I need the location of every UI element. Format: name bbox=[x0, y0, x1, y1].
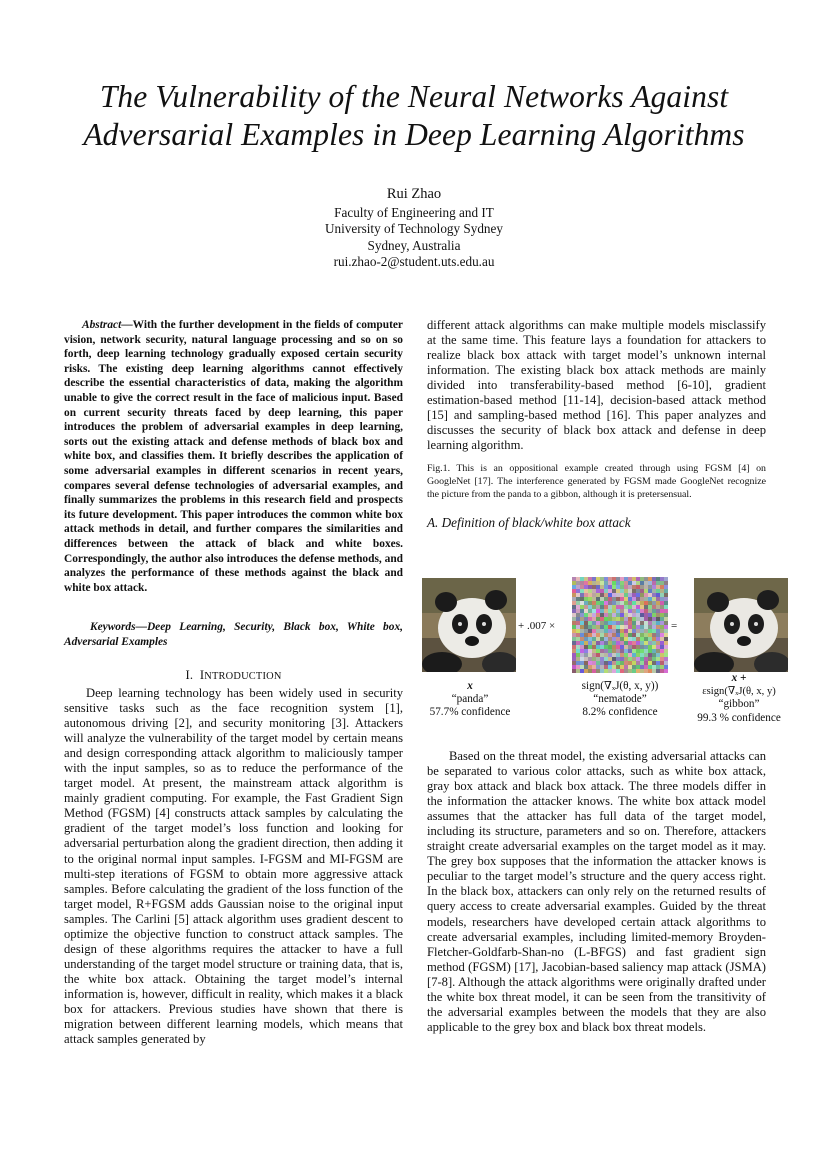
author-email: rui.zhao-2@student.uts.edu.au bbox=[333, 253, 495, 269]
panel-1-math: x bbox=[467, 680, 473, 692]
section-heading bbox=[64, 668, 403, 683]
abstract-body: With the further development in the fields of computer vision, network security, natural language processing and so on so forth, deep learning technology gradually exposed certain security risks. The existing deep learning algorithms cannot effectively describe the essential characteristics of data, making the algorithm unable to give the correct result in the face of malicious input. Based on current security threats faced by deep learning, this paper introduces the problem of adversarial examples in deep learning, sorts out the existing attack and defense methods of black box and white box, and classifies them. It briefly describes the application of some adversarial examples in different scenarios in recent years, compares several defense technologies of adversarial examples, and finally summarizes the problems in this research field and prospects its future development. This paper introduces the common white box attack methods in detail, and further compares the similarities and differences between the attack of black and white boxes. Correspondingly, the author also introduces the defense methods, and analyzes the performance of these methods against the black and white box attack. bbox=[64, 319, 403, 594]
abstract-dash: — bbox=[121, 319, 133, 331]
right-bottom-paragraph: Based on the threat model, the existing adversarial attacks can be separated to various color attacks, such as white box attack, gray box attack and black box attack. The three models differ in the information the attacker knows. The white box attack model assumes that the attacker has full data of the target model, including its structure, parameters and so on. Therefore, attackers straight create adversarial examples on the target model as it may. The grey box supposes that the information the attacker knows is peculiar to the target model’s structure and the query access right. In the black box, attackers can only rely on the returned results of query access to create adversarial examples. Guided by the threat models, researchers have developed certain attack algorithms to create adversarial examples, including limited-memory Broyden-Fletcher-Goldfarb-Shan-no (L-BFGS) and fast gradient sign method (FGSM) [17], Jacobian-based saliency map attack (JSMA) [7-8]. Although the attack algorithms were originally drafted under the white box threat model, it can be seen from the transitivity of the adversarial examples between the models that they are also applicable to the grey box and black box threat models. bbox=[427, 749, 766, 1034]
plus-operator: + .007 × bbox=[518, 620, 556, 632]
panel-1-class: “panda” bbox=[451, 693, 489, 706]
panda-image-adversarial bbox=[694, 578, 788, 672]
panel-2-class: “nematode” bbox=[593, 693, 647, 706]
panel-3-class: “gibbon” bbox=[718, 698, 760, 711]
panel-3-confidence: 99.3 % confidence bbox=[697, 711, 781, 724]
figure-caption: Fig.1. This is an oppositional example created through using FGSM [4] on GoogleNet [17]. The interference generated by FGSM made GoogleNet recognize the picture from the panda to a gibbon, although it is pretersensual. bbox=[427, 463, 766, 500]
abstract bbox=[64, 318, 403, 595]
subsection-title: A. Definition of black/white box attack bbox=[427, 515, 631, 530]
intro-paragraph: Deep learning technology has been widely used in security sensitive tasks such as the face recognition system [1], autonomous driving [2], and security monitoring [3]. Attackers will analyze the vulnerability of the target model by certain means and design corresponding attack algorithm to maliciously tamper with the input samples, so as to reduce the performance of the target model. At present, the mainstream attack algorithm is mainly gradient computing. For example, the Fast Gradient Sign Method (FGSM) [4] constructs attack samples by calculating the gradient of the target model’s loss function and looking for adversarial perturbation along the gradient direction, then adding it to the original normal input samples. I-FGSM and MI-FGSM are multi-step iterations of FGSM to obtain more aggressive attack samples. Before calculating the gradient of the loss function of the target model, R+FGSM adds Gaussian noise to the original input samples. The Carlini [5] attack algorithm uses gradient descent to optimize the objective function to construct attack samples. The design of these algorithms requires the attacker to have a full understanding of the target model structure or training data, that is, the white box attack. Obtaining the target model’s internal information is, however, difficult in reality, which makes it a black box for attackers. Previous studies have shown that there is migration between different learning models, which means that attack samples generated by bbox=[64, 686, 403, 1047]
panel-1-confidence: 57.7% confidence bbox=[429, 706, 511, 719]
panel-3-math-2: εsign(∇ₓJ(θ, x, y) bbox=[702, 686, 776, 698]
keywords: Keywords—Deep Learning, Security, Black box, White box, Adversarial Examples bbox=[64, 621, 403, 648]
panda-image bbox=[422, 578, 516, 672]
abstract-lead: Abstract bbox=[82, 319, 122, 331]
equals-operator: = bbox=[671, 620, 678, 632]
panel-3-labels bbox=[688, 672, 790, 725]
section-number: I. bbox=[185, 668, 194, 682]
title-line-2: Adversarial Examples in Deep Learning Algorithms bbox=[83, 117, 745, 152]
paper-title bbox=[20, 78, 808, 154]
section-title-rest: NTRODUCTION bbox=[204, 671, 282, 682]
panel-3-math-1: x + bbox=[731, 672, 747, 684]
noise-image bbox=[572, 577, 668, 673]
panel-2-confidence: 8.2% confidence bbox=[582, 706, 658, 719]
affiliation-line: University of Technology Sydney bbox=[325, 221, 503, 237]
affiliation-line: Faculty of Engineering and IT bbox=[334, 205, 494, 221]
author-name: Rui Zhao bbox=[386, 186, 442, 202]
panel-2-math: sign(∇ₓJ(θ, x, y)) bbox=[581, 680, 659, 692]
panel-1-labels bbox=[418, 680, 522, 720]
panel-2-labels bbox=[556, 680, 684, 720]
figure-1 bbox=[418, 570, 790, 730]
author-block bbox=[214, 186, 614, 270]
right-top-paragraph: different attack algorithms can make multiple models misclassify at the same time. This feature lays a foundation for attackers to realize black box attack with target model’s unknown internal information. The existing black box attack methods are mainly divided into transferability-based method [6-10], gradient estimation-based method [11-14], decision-based attack method [15] and sampling-based method [16]. This paper analyzes and discusses the security of black box attack and defense in deep learning algorithm. bbox=[427, 318, 766, 453]
section-title-initial: I bbox=[199, 668, 205, 682]
affiliation-line: Sydney, Australia bbox=[367, 237, 461, 253]
title-line-1: The Vulnerability of the Neural Networks Against bbox=[99, 79, 729, 114]
